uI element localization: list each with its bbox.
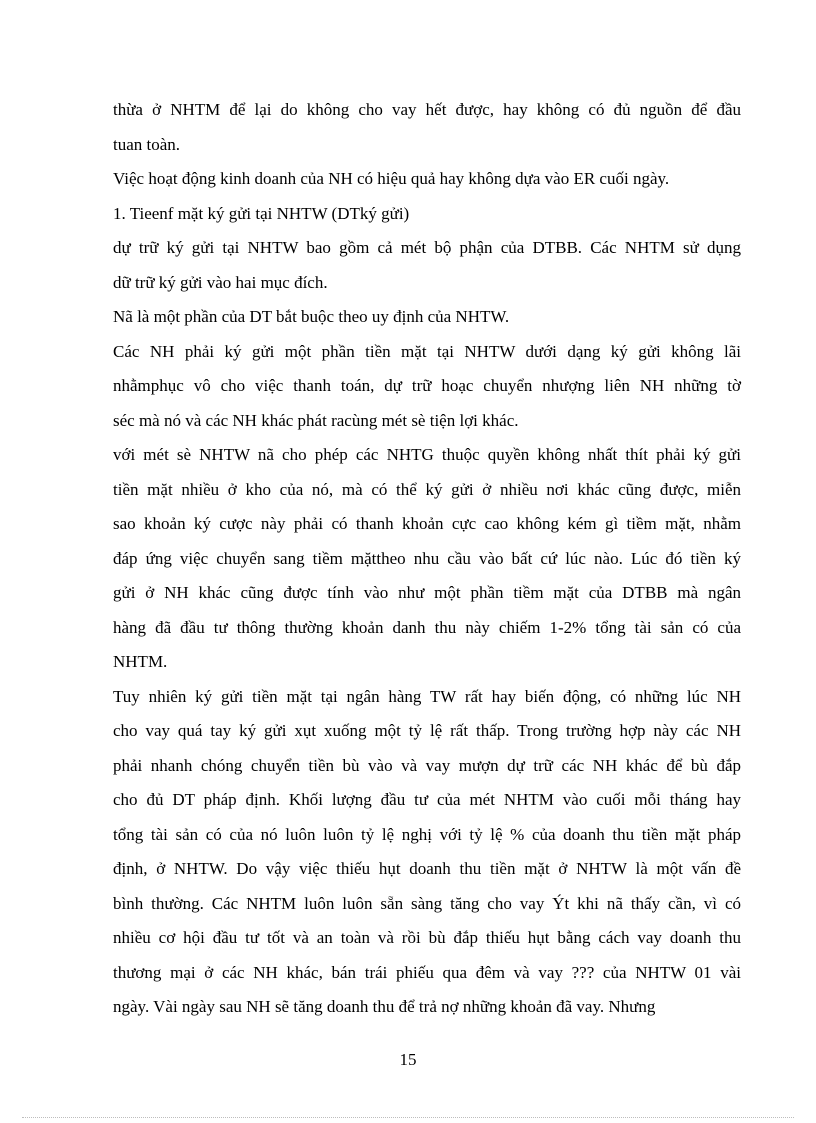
text-line: tiền mặt nhiều ở kho của nó, mà có thể ký gửi ở nhiều nơi khác cũng được, miễn xyxy=(113,479,741,499)
text-line: thương mại ở các NH khác, bán trái phiếu qua đêm và vay ??? của NHTW 01 vài xyxy=(113,962,741,982)
text-line: với mét sè NHTW nã cho phép các NHTG thuộc quyền không nhất thít phải ký gửi xyxy=(113,445,741,464)
text-line: gửi ở NH khác cũng được tính vào như một phần tiềm mặt của DTBB mà ngân xyxy=(113,583,741,602)
text-line: séc mà nó và các NH khác phát racùng mét sè tiện lợi khác. xyxy=(113,410,519,430)
text-line: đáp ứng việc chuyển sang tiềm mặttheo nhu cầu vào bất cứ lúc nào. Lúc đó tiền ký xyxy=(113,548,741,568)
text-line: Các NH phải ký gửi một phần tiền mặt tại NHTW dưới dạng ký gửi không lãi xyxy=(113,341,741,361)
text-line: định, ở NHTW. Do vậy việc thiếu hụt doanh thu tiền mặt ở NHTW là một vấn đề xyxy=(113,859,741,878)
text-line: phải nhanh chóng chuyển tiền bù vào và vay mượn dự trữ các NH khác để bù đắp xyxy=(113,755,741,775)
text-line: nhiều cơ hội đầu tư tốt và an toàn và rồi bù đắp thiếu hụt bằng cách vay doanh thu xyxy=(113,928,741,947)
text-line: ngày. Vài ngày sau NH sẽ tăng doanh thu để trả nợ những khoản đã vay. Nhưng xyxy=(113,997,656,1016)
text-line: Việc hoạt động kinh doanh của NH có hiệu quả hay không dựa vào ER cuối ngày. xyxy=(113,169,670,188)
text-line: bình thường. Các NHTM luôn luôn sẵn sàng tăng cho vay Ýt khi nã thấy cần, vì có xyxy=(113,893,741,913)
text-line: cho đủ DT pháp định. Khối lượng đầu tư của mét NHTM vào cuối mỗi tháng hay xyxy=(113,790,741,809)
text-line: Nã là một phần của DT bắt buộc theo uy định của NHTW. xyxy=(113,307,510,326)
text-line: cho vay quá tay ký gửi xụt xuống một tỷ lệ rất thấp. Trong trường hợp này các NH xyxy=(113,721,741,740)
text-line: dữ trữ ký gửi vào hai mục đích. xyxy=(113,272,328,292)
page-number: 15 xyxy=(399,1050,417,1069)
text-line: nhằmphục vô cho việc thanh toán, dự trữ hoạc chuyển nhượng liên NH những tờ xyxy=(113,376,741,395)
text-line: dự trữ ký gửi tại NHTW bao gồm cả mét bộ phận của DTBB. Các NHTM sử dụng xyxy=(113,238,741,257)
text-line: thừa ở NHTM để lại do không cho vay hết được, hay không có đủ nguồn để đầu xyxy=(113,100,741,119)
text-line: tổng tài sản có của nó luôn luôn tỷ lệ nghị với tỷ lệ % của doanh thu tiền mặt pháp xyxy=(113,824,741,844)
document-body xyxy=(113,93,741,1025)
text-line: sao khoản ký cược này phải có thanh khoản cực cao không kém gì tiềm mặt, nhằm xyxy=(113,514,741,533)
section-heading: 1. Tieenf mặt ký gửi tại NHTW (DTký gửi) xyxy=(113,203,410,223)
page-bottom-border xyxy=(22,1117,794,1118)
text-line: tuan toàn. xyxy=(113,134,181,154)
text-line: hàng đã đầu tư thông thường khoản danh thu này chiếm 1-2% tổng tài sản có của xyxy=(113,617,741,637)
text-line: Tuy nhiên ký gửi tiền mặt tại ngân hàng TW rất hay biến động, có những lúc NH xyxy=(113,686,741,706)
text-line: NHTM. xyxy=(113,652,168,671)
